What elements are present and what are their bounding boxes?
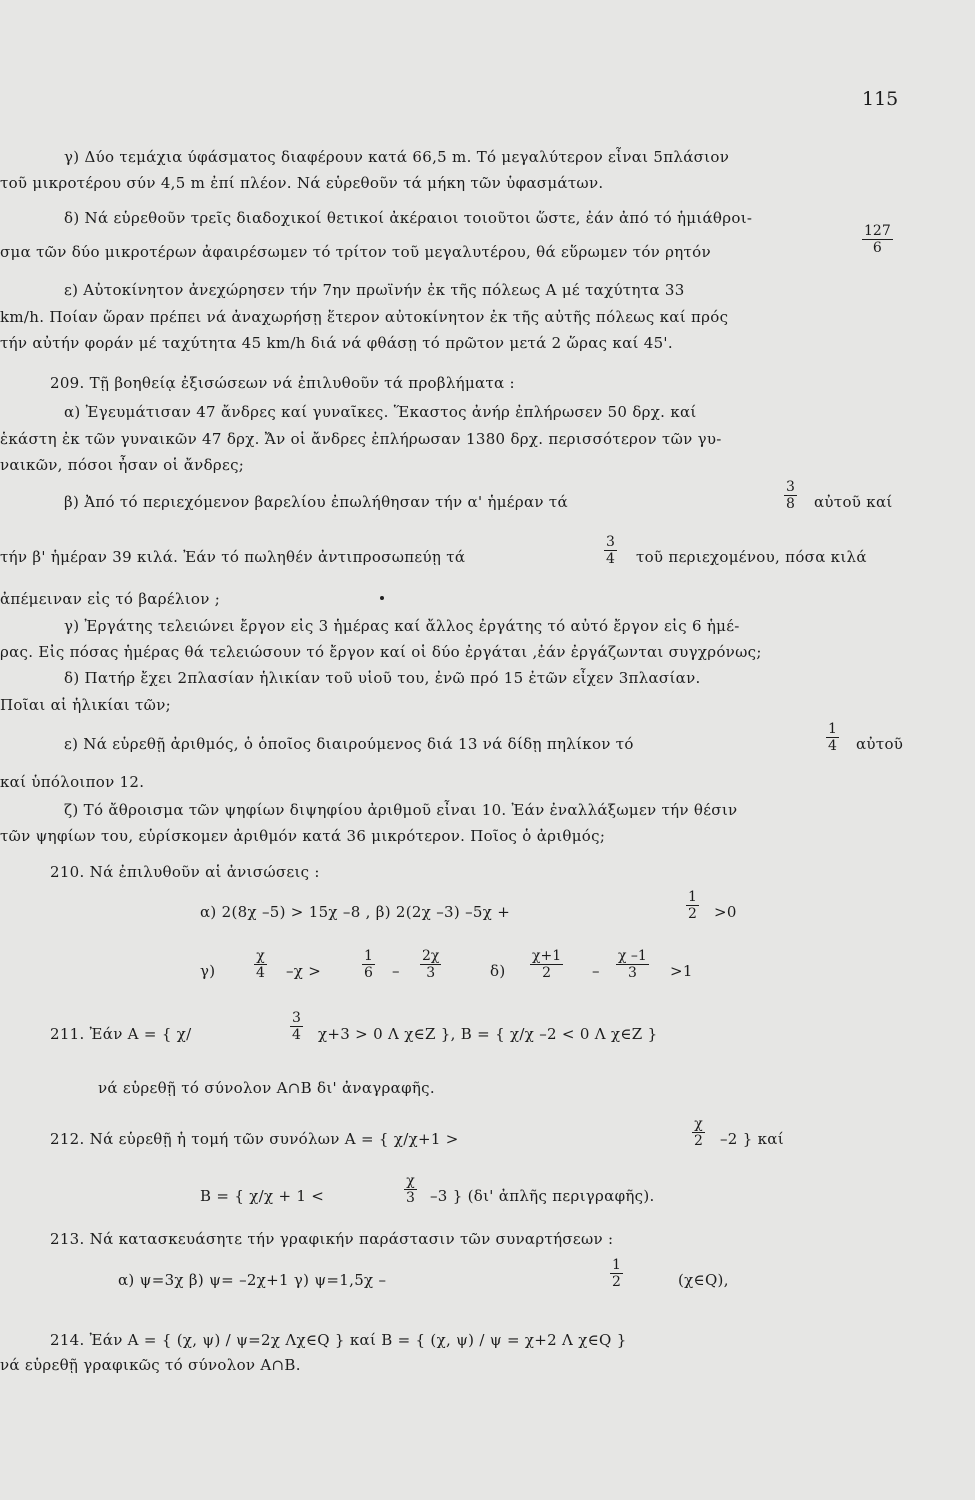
inequality-row-2-minus: – xyxy=(392,962,400,980)
exercise-214-line-1: 214. Ἐάν Α = { (χ, ψ) / ψ=2χ Λχ∈Q } καί Β = { (χ, ψ) / ψ = χ+2 Λ χ∈Q } xyxy=(50,1331,627,1349)
exercise-211-line-1b: χ+3 > 0 Λ χ∈Ζ }, Β = { χ/χ –2 < 0 Λ χ∈Ζ } xyxy=(318,1025,658,1043)
inequality-row-2-minus-x: –χ > xyxy=(286,962,322,980)
problem-g-line-1: γ) Δύο τεμάχια ύφάσματος διαφέρουν κατά 66,5 m. Τό μεγαλύτερον εἶναι 5πλάσιον xyxy=(64,148,730,166)
problem-209b-line-2a: τήν β' ἡμέραν 39 κιλά. Ἐάν τό πωληθέν ἀντιπροσωπεύῃ τά xyxy=(0,548,466,566)
exercise-213-heading: 213. Νά κατασκευάσητε τήν γραφικήν παράστασιν τῶν συναρτήσεων : xyxy=(50,1230,614,1248)
fraction-x1-2: $\frac{\chi+1}{2}$ xyxy=(532,948,562,981)
problem-209z-line-2: τῶν ψηφίων του, εὑρίσκομεν ἀριθμόν κατά 36 μικρότερον. Ποῖος ὁ ἀριθμός; xyxy=(0,827,606,845)
inequality-row-2-end: >1 xyxy=(670,962,693,980)
problem-209z-line-1: ζ) Τό ἄθροισμα τῶν ψηφίων διψηφίου ἀριθμοῦ εἶναι 10. Ἐάν ἐναλλάξωμεν τήν θέσιν xyxy=(64,801,738,819)
exercise-210-heading: 210. Νά ἐπιλυθοῦν αἱ ἀνισώσεις : xyxy=(50,863,320,881)
problem-e-line-3: τήν αὐτήν φοράν μέ ταχύτητα 45 km/h διά νά φθάσῃ τό πρῶτον μετά 2 ὥρας καί 45'. xyxy=(0,334,673,352)
problem-g-line-2: τοῦ μικροτέρου σύν 4,5 m ἐπί πλέον. Νά εὑρεθοῦν τά μήκη τῶν ὑφασμάτων. xyxy=(0,174,604,192)
dot-mark xyxy=(380,596,384,600)
fraction-1-2: $\frac{1}{2}$ xyxy=(688,889,697,922)
fraction-1-4: $\frac{1}{4}$ xyxy=(828,721,837,754)
problem-d-line-1: δ) Νά εὑρεθοῦν τρεῖς διαδοχικοί θετικοί ἀκέραιοι τοιοῦτοι ὥστε, ἐάν ἀπό τό ἡμιάθροι- xyxy=(64,209,753,227)
exercise-214-line-2: νά εὑρεθῇ γραφικῶς τό σύνολον Α∩Β. xyxy=(0,1356,301,1374)
fraction-xm1-3: $\frac{\chi -1}{3}$ xyxy=(618,948,647,981)
inequality-row-2-minus-2: – xyxy=(592,962,600,980)
exercise-212-line-2a: Β = { χ/χ + 1 < xyxy=(200,1187,325,1205)
exercise-212-line-2b: –3 } (δι' ἀπλῆς περιγραφῆς). xyxy=(430,1187,655,1205)
problem-209e-line-1a: ε) Νά εὑρεθῇ ἀριθμός, ὁ ὁποῖος διαιρούμενος διά 13 νά δίδῃ πηλίκον τό xyxy=(64,735,634,753)
exercise-209-heading: 209. Τῇ βοηθείᾳ ἐξισώσεων νά ἐπιλυθοῦν τά προβλήματα : xyxy=(50,374,515,392)
fraction-x-2: $\frac{\chi}{2}$ xyxy=(694,1116,703,1149)
problem-209b-line-1b: αὐτοῦ καί xyxy=(814,493,893,511)
fraction-1-6: $\frac{1}{6}$ xyxy=(364,948,373,981)
function-list-a: α) ψ=3χ β) ψ= –2χ+1 γ) ψ=1,5χ – xyxy=(118,1271,387,1289)
exercise-212-line-1a: 212. Νά εὑρεθῇ ἡ τομή τῶν συνόλων Α = { χ/χ+1 > xyxy=(50,1130,459,1148)
problem-209b-line-1a: β) Ἀπό τό περιεχόμενον βαρελίου ἐπωλήθησαν τήν α' ἡμέραν τά xyxy=(64,493,568,511)
inequality-row-1a: α) 2(8χ –5) > 15χ –8 , β) 2(2χ –3) –5χ + xyxy=(200,903,511,921)
fraction-127-6: $\frac{127}{6}$ xyxy=(864,223,891,256)
inequality-row-2-label-d: δ) xyxy=(490,962,506,980)
problem-209g-line-1: γ) Ἐργάτης τελειώνει ἔργον εἰς 3 ἡμέρας καί ἄλλος ἐργάτης τό αὐτό ἔργον εἰς 6 ἡμέ- xyxy=(64,617,740,635)
exercise-212-line-1b: –2 } καί xyxy=(720,1130,784,1148)
problem-d-line-2: σμα τῶν δύο μικροτέρων ἀφαιρέσωμεν τό τρίτον τοῦ μεγαλυτέρου, θά εὕρωμεν τόν ρητόν xyxy=(0,243,711,261)
problem-209d-line-1: δ) Πατήρ ἔχει 2πλασίαν ἡλικίαν τοῦ υἱοῦ του, ἐνῶ πρό 15 ἐτῶν εἶχεν 3πλασίαν. xyxy=(64,669,701,687)
fraction-1-2-function: $\frac{1}{2}$ xyxy=(612,1257,621,1290)
problem-209a-line-2: ἑκάστη ἐκ τῶν γυναικῶν 47 δρχ. Ἄν οἱ ἄνδρες ἐπλήρωσαν 1380 δρχ. περισσότερον τῶν γυ- xyxy=(0,430,722,448)
page-number: 115 xyxy=(862,88,899,110)
fraction-2x-3: $\frac{2\chi}{3}$ xyxy=(422,948,440,981)
problem-209b-line-3: ἀπέμειναν εἰς τό βαρέλιον ; xyxy=(0,590,221,608)
problem-209a-line-3: ναικῶν, πόσοι ἦσαν οἱ ἄνδρες; xyxy=(0,456,245,474)
problem-209b-line-2b: τοῦ περιεχομένου, πόσα κιλά xyxy=(636,548,867,566)
problem-209g-line-2: ρας. Εἰς πόσας ἡμέρας θά τελειώσουν τό ἔργον καί οἱ δύο ἐργάται ,ἐάν ἐργάζωνται συγχρόνως; xyxy=(0,643,762,661)
problem-209e-line-1b: αὐτοῦ xyxy=(856,735,904,753)
problem-e-line-1: ε) Αὐτοκίνητον ἀνεχώρησεν τήν 7ην πρωϊνήν ἐκ τῆς πόλεως Α μέ ταχύτητα 33 xyxy=(64,281,685,299)
fraction-x-3: $\frac{\chi}{3}$ xyxy=(406,1173,415,1206)
exercise-211-line-1a: 211. Ἐάν Α = { χ/ xyxy=(50,1025,192,1043)
problem-209d-line-2: Ποῖαι αἱ ἡλικίαι τῶν; xyxy=(0,696,171,714)
fraction-3-8: $\frac{3}{8}$ xyxy=(786,479,795,512)
problem-209e-line-2: καί ὑπόλοιπον 12. xyxy=(0,773,145,791)
inequality-row-2-label-g: γ) xyxy=(200,962,216,980)
inequality-row-1b: >0 xyxy=(714,903,737,921)
fraction-x-4: $\frac{\chi}{4}$ xyxy=(256,948,265,981)
fraction-3-4: $\frac{3}{4}$ xyxy=(606,534,615,567)
exercise-211-line-2: νά εὑρεθῇ τό σύνολον Α∩Β δι' ἀναγραφῆς. xyxy=(98,1079,435,1097)
problem-e-line-2: km/h. Ποίαν ὥραν πρέπει νά ἀναχωρήσῃ ἕτερον αὐτοκίνητον ἐκ τῆς αὐτῆς πόλεως καί πρός xyxy=(0,308,729,326)
problem-209a-line-1: α) Ἐγευμάτισαν 47 ἄνδρες καί γυναῖκες. Ἕκαστος ἀνήρ ἐπλήρωσεν 50 δρχ. καί xyxy=(64,403,697,421)
fraction-3-4-set-a: $\frac{3}{4}$ xyxy=(292,1010,301,1043)
function-list-b: (χ∈Q), xyxy=(678,1271,729,1289)
